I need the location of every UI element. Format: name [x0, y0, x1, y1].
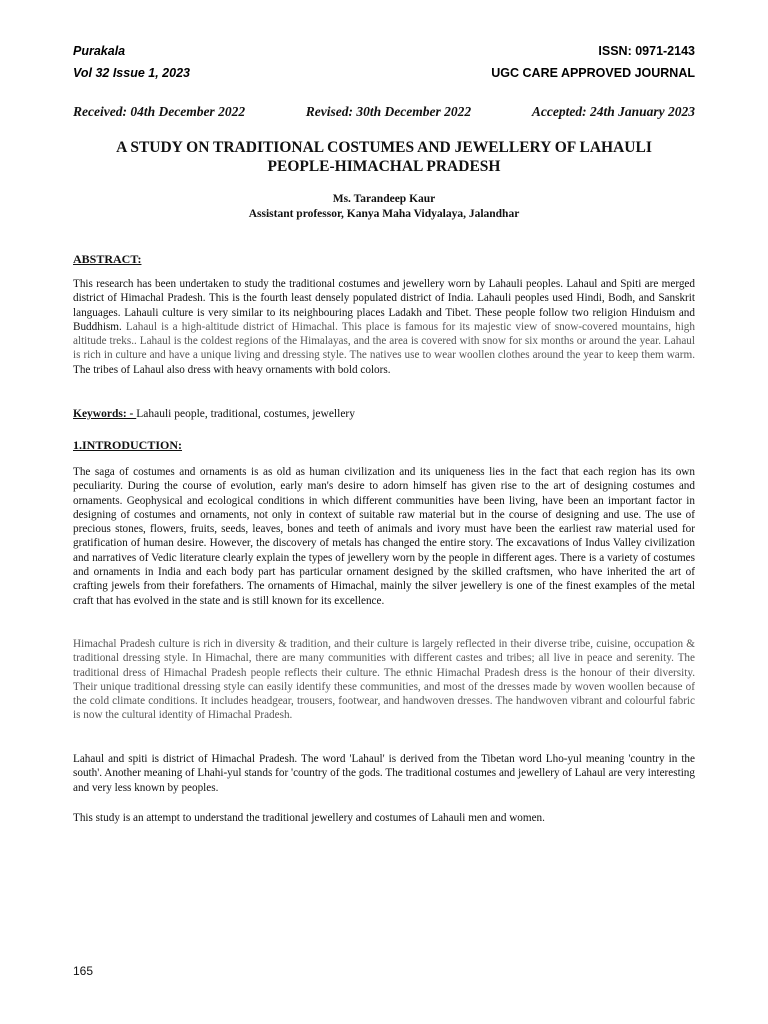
abstract-part-b: Lahaul is a high-altitude district of Himachal. This place is famous for its majestic view of snow-covered mountains, high altitude treks.. Lahaul is the coldest regions of the Himalayas, and the area is covered with snow for six months or around the year. Lahaul is rich in culture and have a unique living and dressing style. The natives use to wear woollen clothes around the year to keep them warm. — [73, 320, 695, 362]
author-affiliation: Assistant professor, Kanya Maha Vidyalaya, Jalandhar — [248, 208, 520, 220]
ugc-label: UGC CARE APPROVED JOURNAL — [491, 66, 695, 80]
author-block — [73, 192, 695, 222]
abstract-heading: ABSTRACT: — [73, 252, 142, 266]
submission-dates — [73, 104, 695, 120]
paper-title — [73, 138, 695, 176]
intro-paragraph-3: Lahaul and spiti is district of Himachal Pradesh. The word 'Lahaul' is derived from the Tibetan word Lho-yul meaning 'country in the south'. Another meaning of Lhahi-yul stands for 'country of the gods. The traditional costumes and jewellery of Lahaul are very interesting and very less known by peoples. — [73, 753, 695, 794]
journal-name: Purakala — [73, 44, 126, 58]
page-number: 165 — [73, 964, 94, 978]
volume-issue: Vol 32 Issue 1, 2023 — [73, 66, 190, 80]
abstract-part-c: The tribes of Lahaul also dress with heavy ornaments with bold colors. — [73, 363, 391, 376]
keywords-label: Keywords: - — [73, 408, 137, 420]
abstract-text — [73, 277, 695, 377]
revised-date: Revised: 30th December 2022 — [305, 104, 472, 119]
keywords — [73, 408, 355, 420]
author-name: Ms. Tarandeep Kaur — [332, 193, 436, 205]
title-line-1: A STUDY ON TRADITIONAL COSTUMES AND JEWELLERY OF LAHAULI — [116, 139, 652, 156]
intro-paragraph-1: The saga of costumes and ornaments is as old as human civilization and its uniqueness lies in the fact that each region has its own peculiarity. During the course of evolution, early man's desire to adorn himself has given rise to the art of designing costumes and ornaments. Geophysical and ecological conditions in which different communities have been living, have been an important factor in designing of costumes and ornaments, not only in context of suitable raw material but in the course of designing and use. The use of precious stones, flowers, fruits, seeds, leaves, bones and teeth of animals and ivory must have been the earliest raw material used for gratification of human desire. However, the discovery of metals has changed the entire story. The excavations of Indus Valley civilization and narratives of Vedic literature clearly explain the types of jewellery worn by the people in different ages. There is a variety of costumes and ornaments in India and each body part has particular ornament designed by the skilled craftsmen, who have inherited the art of crafting jewels from their forefathers. The ornaments of Himachal, mainly the silver jewellery is one of the finest examples of the metal craft that has evolved in the state and is still known for its excellence. — [73, 466, 695, 607]
keywords-text: Lahauli people, traditional, costumes, jewellery — [136, 408, 355, 420]
introduction-heading: 1.INTRODUCTION: — [73, 438, 183, 452]
accepted-date: Accepted: 24th January 2023 — [531, 104, 695, 119]
issn: ISSN: 0971-2143 — [598, 44, 695, 58]
received-date: Received: 04th December 2022 — [73, 104, 246, 119]
abstract-part-a: This research has been undertaken to study the traditional costumes and jewellery worn by Lahauli peoples. Lahaul and Spiti are merged district of Himachal Pradesh. This is the fourth least densely populated district of India. Lahauli peoples used Hindi, Bodh, and Sanskrit languages. Lahauli culture is very similar to its neighbouring places Ladakh and Tibet. These people follow two religion Hinduism and Buddhism. — [73, 278, 695, 333]
intro-paragraph-4: This study is an attempt to understand the traditional jewellery and costumes of Lahauli men and women. — [73, 812, 545, 824]
title-line-2: PEOPLE-HIMACHAL PRADESH — [267, 158, 501, 175]
intro-paragraph-2: Himachal Pradesh culture is rich in diversity & tradition, and their culture is largely reflected in their diverse tribe, cuisine, occupation & traditional dressing style. In Himachal, there are many communities with different castes and tribes; all live in peace and serenity. The traditional dress of Himachal Pradesh people reflects their culture. The ethnic Himachal Pradesh dress is the honour of their diversity. Their unique traditional dressing style can easily identify these communities, and most of the dresses made by woven woollen because of the cold climate conditions. It includes headgear, trousers, footwear, and handwoven dresses. The handwoven vibrant and colourful fabric is now the cultural identity of Himachal Pradesh. — [73, 638, 695, 722]
